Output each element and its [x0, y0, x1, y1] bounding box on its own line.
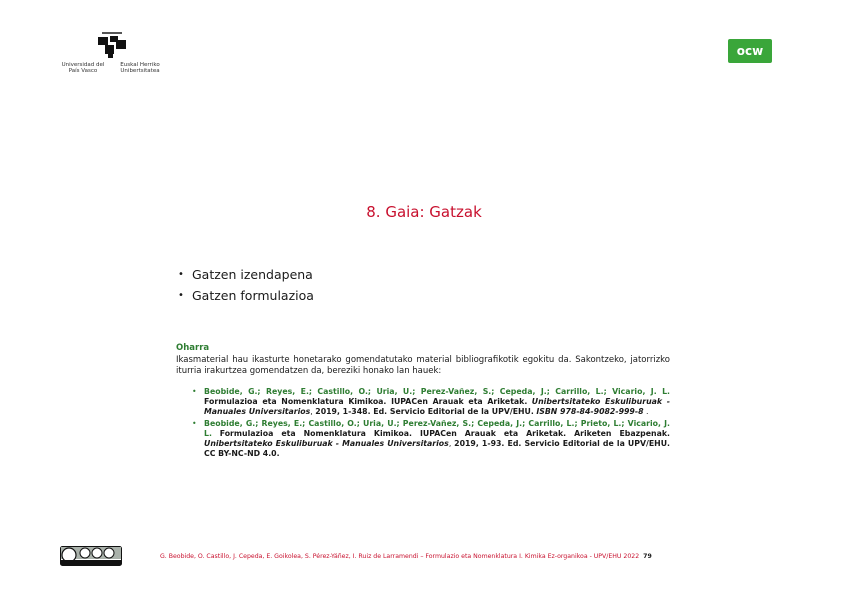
- reference-tail: , 1-93. Ed. Servicio Editorial de la UPV/EHU. CC BY-NC-ND 4.0.: [204, 439, 670, 459]
- cc-by-nc-nd-license-icon: [60, 546, 122, 566]
- slide-title: 8. Gaia: Gatzak: [366, 203, 482, 221]
- reference-authors: Beobide, G.; Reyes, E.; Castillo, O.; Uria, U.; Perez-Vañez, S.; Cepeda, J.; Carrillo, L.; Vicario, J. L.: [204, 387, 670, 396]
- note-heading: Oharra: [176, 343, 210, 353]
- reference-title: Formulazioa eta Nomenklatura Kimikoa. IUPACen Arauak eta Ariketak. Ariketen Ebazpenak.: [219, 428, 670, 438]
- reference-year: 2019: [315, 407, 337, 417]
- topic-item: • Gatzen formulazioa: [178, 285, 314, 306]
- reference-item: • Beobide, G.; Reyes, E.; Castillo, O.; Uria, U.; Perez-Vañez, S.; Cepeda, J.; Carrillo, L.; Prieto, L.; Vicario, J. L. Formulazioa eta Nomenklatura Kimikoa. IUPACen Arauak eta Ariketak. Ariketen Ebazpenak. Unibertsitateko Eskuliburuak - Manuales Universitarios, 2019, 1-93. Ed. Servicio Editorial de la UPV/EHU. CC BY-NC-ND 4.0.: [176, 419, 670, 460]
- upv-ehu-logo-icon: [96, 32, 128, 58]
- reference-year: 2019: [454, 439, 476, 449]
- note-body: Ikasmaterial hau ikasturte honetarako gomendatutako material bibliografikotik egokitu da. Sakontzeko, jatorrizko iturria irakurtzea gomendatzen da, bereziki honako lan hauek:: [176, 355, 670, 376]
- reference-title: Formulazioa eta Nomenklatura Kimikoa. IUPACen Arauak eta Ariketak.: [204, 397, 528, 407]
- reference-series: Unibertsitateko Eskuliburuak - Manuales Universitarios: [204, 397, 670, 417]
- topic-list: [178, 264, 314, 306]
- university-logo: [58, 30, 168, 78]
- ocw-logo: [728, 39, 772, 63]
- reference-series: Unibertsitateko Eskuliburuak - Manuales Universitarios: [204, 439, 449, 449]
- reference-item: • Beobide, G.; Reyes, E.; Castillo, O.; Uria, U.; Perez-Vañez, S.; Cepeda, J.; Carrillo, L.; Vicario, J. L. Formulazioa eta Nomenklatura Kimikoa. IUPACen Arauak eta Ariketak. Unibertsitateko Eskuliburuak - Manuales Universitarios, 2019, 1-348. Ed. Servicio Editorial de la UPV/EHU. ISBN 978-84-9082-999-8 .: [176, 387, 670, 418]
- reference-authors: Beobide, G.; Reyes, E.; Castillo, O.; Uria, U.; Perez-Vañez, S.; Cepeda, J.; Carrillo, L.; Prieto, L.; Vicario, J. L.: [204, 418, 670, 438]
- topic-item: • Gatzen izendapena: [178, 264, 314, 285]
- logo-caption-es: Universidad del País Vasco: [61, 62, 105, 74]
- page-number: 79: [643, 553, 652, 560]
- reference-tail: , 1-348. Ed. Servicio Editorial de la UPV/EHU.: [336, 407, 534, 417]
- logo-caption-eu: Euskal Herriko Unibertsitatea: [120, 62, 160, 74]
- ocw-logo-text: ocw: [736, 44, 764, 58]
- reference-isbn: ISBN 978-84-9082-999-8: [536, 407, 644, 417]
- footer-credit: [160, 553, 652, 560]
- note-section: [176, 343, 670, 460]
- reference-list: [176, 387, 670, 459]
- footer-credit-text: G. Beobide, O. Castillo, J. Cepeda, E. Goikolea, S. Pérez-Yáñez, I. Ruiz de Larramendi – Formulazio eta Nomenklatura I. Kimika Ez-organikoa - UPV/EHU 2022: [160, 553, 640, 560]
